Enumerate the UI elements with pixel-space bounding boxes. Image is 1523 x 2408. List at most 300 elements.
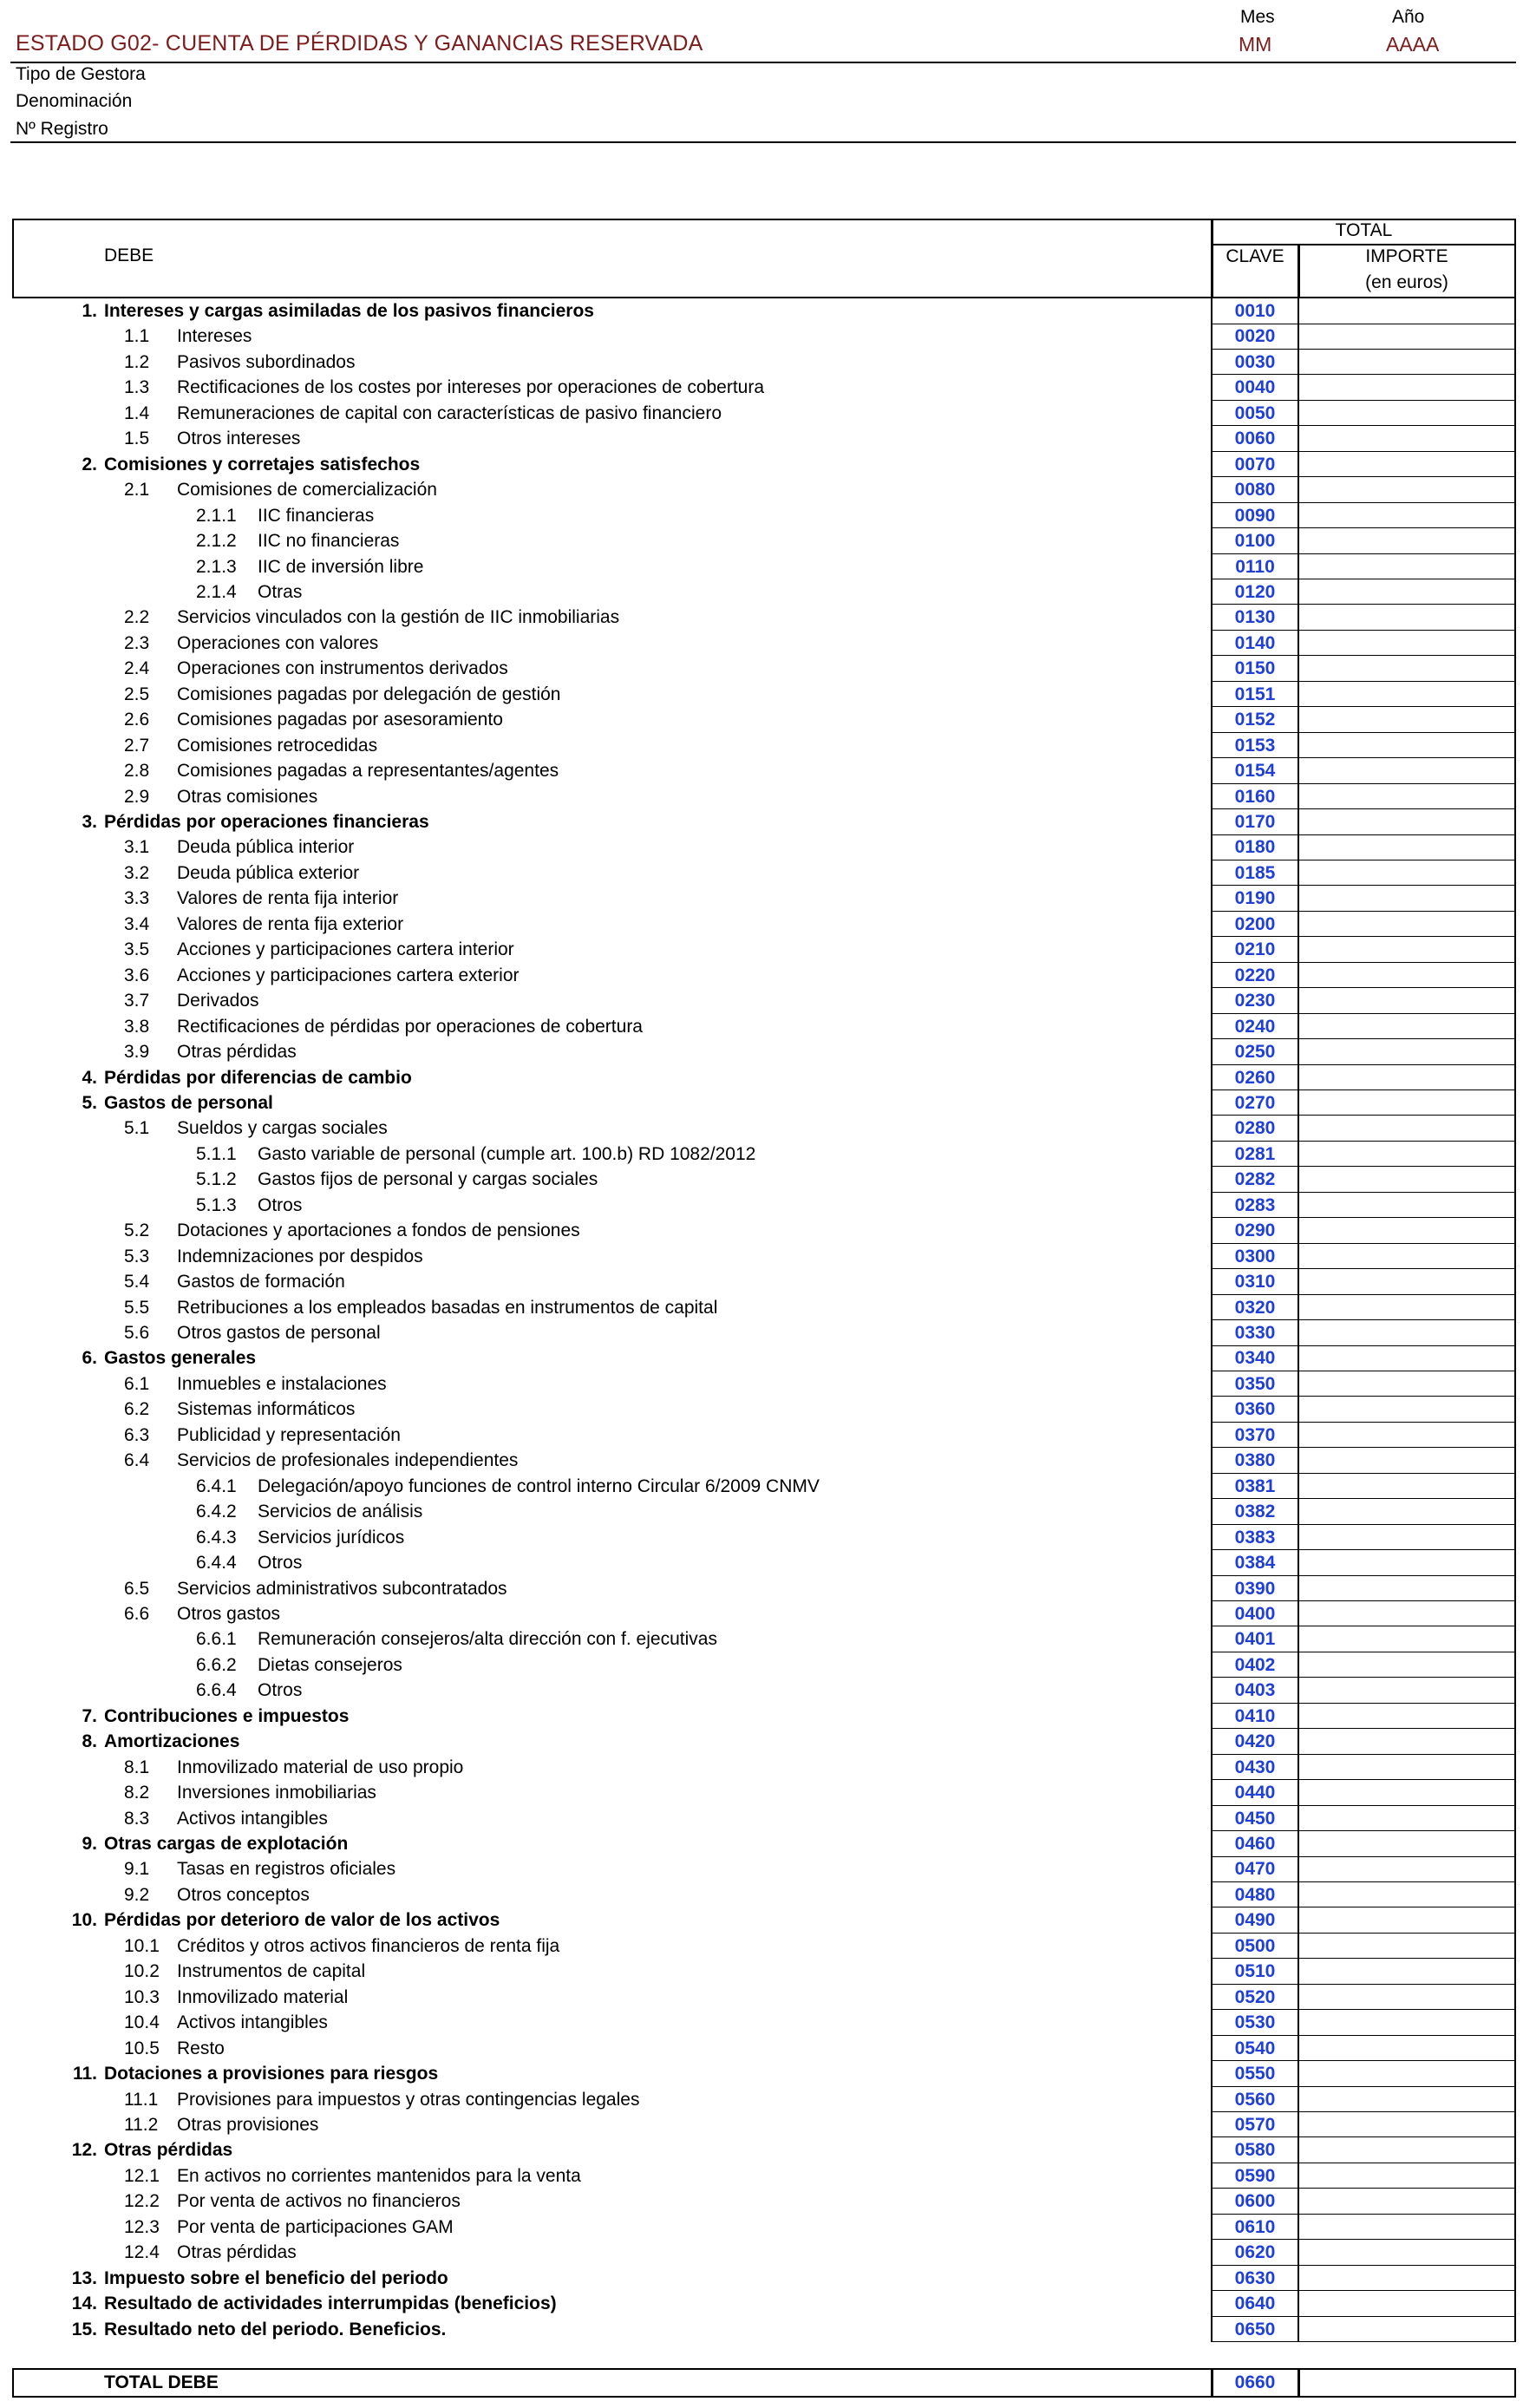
row-label: Por venta de participaciones GAM [177, 2216, 454, 2237]
row-number: 12.3 [124, 2216, 160, 2237]
row-label: Servicios de análisis [258, 1502, 423, 1522]
row-label: Otros [258, 1194, 303, 1215]
row-label: Comisiones pagadas a representantes/agentes [177, 761, 559, 782]
importe-input[interactable] [1297, 1142, 1516, 1168]
importe-input[interactable] [1297, 2266, 1516, 2292]
table-row [0, 298, 1523, 324]
importe-input[interactable] [1297, 1269, 1516, 1295]
importe-input[interactable] [1297, 324, 1516, 350]
table-row [0, 1806, 1523, 1832]
row-clave: 0650 [1234, 2319, 1276, 2339]
importe-input[interactable] [1297, 477, 1516, 503]
table-row [0, 1014, 1523, 1040]
row-clave: 0260 [1234, 1067, 1276, 1088]
importe-input[interactable] [1297, 1116, 1516, 1142]
total-header: TOTAL [1335, 220, 1393, 240]
row-label: Intereses y cargas asimiladas de los pasivos financieros [104, 301, 594, 321]
row-number: 6. [82, 1348, 97, 1369]
table-row [0, 937, 1523, 963]
row-number: 6.4 [124, 1450, 150, 1471]
row-label: Otros intereses [177, 429, 301, 449]
row-clave: 0630 [1234, 2267, 1276, 2288]
anio-value[interactable]: AAAA [1386, 33, 1440, 56]
row-clave: 0310 [1234, 1272, 1276, 1292]
table-row [0, 477, 1523, 503]
importe-input[interactable] [1297, 656, 1516, 682]
table-row [0, 1193, 1523, 1219]
table-row [0, 1090, 1523, 1116]
table-row [0, 528, 1523, 554]
importe-input[interactable] [1297, 937, 1516, 963]
table-row [0, 1116, 1523, 1142]
row-number: 1.4 [124, 402, 150, 423]
row-label: Remuneraciones de capital con características de pasivo financiero [177, 402, 722, 423]
importe-input[interactable] [1297, 988, 1516, 1014]
table-row [0, 733, 1523, 759]
debe-header: DEBE [104, 245, 154, 265]
importe-input[interactable] [1297, 1626, 1516, 1652]
importe-input[interactable] [1297, 1065, 1516, 1091]
row-number: 2.3 [124, 632, 150, 653]
row-number: 11.1 [124, 2089, 159, 2110]
row-number: 3.5 [124, 939, 150, 960]
row-clave: 0600 [1234, 2191, 1276, 2212]
table-row [0, 1269, 1523, 1295]
row-number: 6.6.2 [196, 1654, 237, 1675]
row-clave: 0281 [1234, 1143, 1276, 1164]
row-label: Gastos de formación [177, 1272, 345, 1292]
importe-input[interactable] [1297, 2010, 1516, 2036]
row-clave: 0610 [1234, 2216, 1276, 2237]
row-number: 5.6 [124, 1323, 150, 1343]
importe-input[interactable] [1297, 452, 1516, 478]
importe-input[interactable] [1297, 1780, 1516, 1806]
table-row [0, 1729, 1523, 1755]
row-label: Otras pérdidas [104, 2140, 233, 2161]
table-row [0, 1065, 1523, 1091]
row-number: 6.5 [124, 1578, 150, 1599]
row-number: 2.8 [124, 761, 150, 782]
row-label: Provisiones para impuestos y otras contingencias legales [177, 2089, 640, 2110]
importe-input[interactable] [1297, 2291, 1516, 2317]
importe-input[interactable] [1297, 1039, 1516, 1065]
row-label: Dotaciones a provisiones para riesgos [104, 2064, 439, 2084]
table-row [0, 2137, 1523, 2163]
row-number: 6.4.2 [196, 1502, 237, 1522]
importe-input[interactable] [1297, 401, 1516, 427]
total-debe-label: TOTAL DEBE [104, 2372, 219, 2392]
importe-input[interactable] [1297, 1295, 1516, 1321]
row-number: 5.1.1 [196, 1143, 237, 1164]
importe-input[interactable] [1297, 886, 1516, 912]
table-row [0, 2061, 1523, 2087]
importe-input[interactable] [1297, 963, 1516, 989]
row-label: Comisiones pagadas por asesoramiento [177, 710, 503, 730]
anio-label: Año [1392, 7, 1425, 27]
row-label: Operaciones con valores [177, 632, 379, 653]
importe-input[interactable] [1297, 631, 1516, 657]
importe-input[interactable] [1297, 2163, 1516, 2189]
importe-input[interactable] [1297, 1397, 1516, 1423]
row-label: Gastos de personal [104, 1092, 273, 1113]
row-clave: 0450 [1234, 1808, 1276, 1829]
row-number: 6.6.4 [196, 1680, 237, 1701]
importe-input[interactable] [1297, 1652, 1516, 1678]
importe-input[interactable] [1297, 1320, 1516, 1346]
importe-input[interactable] [1297, 809, 1516, 835]
table-row [0, 784, 1523, 810]
row-number: 6.4.1 [196, 1476, 237, 1496]
table-row [0, 2087, 1523, 2113]
table-row [0, 2010, 1523, 2036]
row-clave: 0530 [1234, 2012, 1276, 2033]
table-row [0, 1652, 1523, 1678]
row-clave: 0220 [1234, 965, 1276, 985]
table-row [0, 912, 1523, 938]
importe-input[interactable] [1297, 503, 1516, 529]
row-clave: 0401 [1234, 1629, 1276, 1650]
mes-value[interactable]: MM [1239, 33, 1272, 56]
row-clave: 0160 [1234, 786, 1276, 807]
row-number: 12.4 [124, 2242, 160, 2263]
row-clave: 0050 [1234, 402, 1276, 423]
row-clave: 0230 [1234, 991, 1276, 1011]
importe-input[interactable] [1297, 1244, 1516, 1270]
table-row [0, 350, 1523, 376]
row-label: Remuneración consejeros/alta dirección con f. ejecutivas [258, 1629, 717, 1650]
table-row [0, 1856, 1523, 1882]
row-label: Dotaciones y aportaciones a fondos de pensiones [177, 1220, 580, 1241]
row-number: 3.6 [124, 965, 150, 985]
importe-input[interactable] [1297, 2317, 1516, 2343]
table-row [0, 426, 1523, 452]
importe-input[interactable] [1297, 1934, 1516, 1960]
importe-input[interactable] [1297, 2137, 1516, 2163]
table-row [0, 1882, 1523, 1908]
row-number: 3.2 [124, 862, 150, 883]
table-row [0, 1499, 1523, 1525]
row-label: Derivados [177, 991, 259, 1011]
row-clave: 0350 [1234, 1373, 1276, 1394]
row-number: 10.5 [124, 2038, 160, 2058]
table-row [0, 1244, 1523, 1270]
row-number: 2.1.3 [196, 556, 237, 577]
row-label: Otros [258, 1553, 303, 1574]
importe-input[interactable] [1297, 1729, 1516, 1755]
importe-input[interactable] [1297, 834, 1516, 860]
row-number: 10.1 [124, 1935, 160, 1956]
row-label: Por venta de activos no financieros [177, 2191, 461, 2212]
row-label: Inmuebles e instalaciones [177, 1373, 387, 1394]
importe-input[interactable] [1297, 1959, 1516, 1985]
importe-input[interactable] [1297, 1882, 1516, 1908]
importe-input[interactable] [1297, 1985, 1516, 2011]
importe-input[interactable] [1297, 298, 1516, 324]
row-label: Acciones y participaciones cartera exterior [177, 965, 520, 985]
row-clave: 0580 [1234, 2140, 1276, 2161]
row-number: 2.4 [124, 658, 150, 679]
table-row [0, 809, 1523, 835]
importe-input[interactable] [1297, 733, 1516, 759]
table-row [0, 579, 1523, 605]
row-clave: 0270 [1234, 1092, 1276, 1113]
row-label: Acciones y participaciones cartera interior [177, 939, 514, 960]
row-label: Resultado de actividades interrumpidas (beneficios) [104, 2293, 557, 2314]
row-number: 3.4 [124, 913, 150, 934]
table-row [0, 963, 1523, 989]
row-label: Valores de renta fija exterior [177, 913, 404, 934]
row-clave: 0384 [1234, 1553, 1276, 1574]
importe-input[interactable] [1297, 2061, 1516, 2087]
row-number: 7. [82, 1705, 97, 1726]
row-clave: 0090 [1234, 505, 1276, 526]
importe-input[interactable] [1297, 1678, 1516, 1704]
row-number: 6.4.4 [196, 1553, 237, 1574]
importe-input[interactable] [1297, 1193, 1516, 1219]
table-row [0, 1039, 1523, 1065]
row-label: Comisiones pagadas por delegación de gestión [177, 684, 561, 704]
importe-input[interactable] [1297, 1755, 1516, 1781]
importe-input[interactable] [1297, 1090, 1516, 1116]
table-row [0, 1550, 1523, 1576]
importe-input[interactable] [1297, 1576, 1516, 1602]
row-clave: 0640 [1234, 2293, 1276, 2314]
row-number: 2.2 [124, 607, 150, 628]
table-row [0, 1371, 1523, 1397]
importe-input[interactable] [1297, 1423, 1516, 1449]
importe-input[interactable] [1297, 1371, 1516, 1397]
row-label: Otros gastos [177, 1603, 281, 1624]
importe-input[interactable] [1297, 912, 1516, 938]
importe-input[interactable] [1297, 1907, 1516, 1934]
importe-input[interactable] [1297, 1474, 1516, 1500]
row-label: Pasivos subordinados [177, 351, 356, 372]
table-row [0, 1423, 1523, 1449]
importe-input[interactable] [1297, 2189, 1516, 2215]
importe-input[interactable] [1297, 1167, 1516, 1193]
row-number: 3.8 [124, 1016, 150, 1037]
row-label: Resultado neto del periodo. Beneficios. [104, 2319, 447, 2339]
importe-input[interactable] [1297, 350, 1516, 376]
importe-input[interactable] [1297, 528, 1516, 554]
row-clave: 0283 [1234, 1194, 1276, 1215]
row-clave: 0010 [1234, 301, 1276, 321]
row-number: 11.2 [124, 2114, 159, 2135]
importe-input[interactable] [1297, 579, 1516, 605]
row-number: 2.1 [124, 480, 150, 501]
importe-input[interactable] [1297, 1014, 1516, 1040]
importe-input[interactable] [1297, 375, 1516, 401]
table-row [0, 452, 1523, 478]
importe-input[interactable] [1297, 2240, 1516, 2266]
table-row [0, 1704, 1523, 1730]
total-debe-clave: 0660 [1234, 2372, 1276, 2392]
row-number: 12.2 [124, 2191, 160, 2212]
row-clave: 0070 [1234, 454, 1276, 474]
importe-input[interactable] [1297, 2215, 1516, 2241]
row-clave: 0420 [1234, 1731, 1276, 1752]
row-label: Rectificaciones de los costes por intereses por operaciones de cobertura [177, 377, 765, 398]
row-clave: 0100 [1234, 531, 1276, 552]
row-number: 2.9 [124, 786, 150, 807]
importe-input[interactable] [1297, 2036, 1516, 2062]
table-row [0, 1397, 1523, 1423]
importe-input[interactable] [1297, 1448, 1516, 1474]
importe-input[interactable] [1297, 605, 1516, 631]
row-label: Otros conceptos [177, 1884, 310, 1905]
importe-input[interactable] [1297, 1345, 1516, 1371]
row-label: Retribuciones a los empleados basadas en instrumentos de capital [177, 1297, 718, 1318]
row-number: 8.1 [124, 1757, 150, 1777]
row-clave: 0400 [1234, 1603, 1276, 1624]
row-number: 11. [72, 2064, 97, 2084]
importe-input[interactable] [1297, 1550, 1516, 1576]
table-row [0, 1320, 1523, 1346]
row-clave: 0382 [1234, 1502, 1276, 1522]
importe-input[interactable] [1297, 426, 1516, 452]
row-number: 13. [71, 2267, 97, 2288]
row-number: 6.6 [124, 1603, 150, 1624]
importe-input[interactable] [1297, 1499, 1516, 1525]
row-label: Servicios administrativos subcontratados [177, 1578, 507, 1599]
table-row [0, 1985, 1523, 2011]
header-rule-top [10, 62, 1516, 63]
row-clave: 0550 [1234, 2064, 1276, 2084]
row-number: 9.2 [124, 1884, 150, 1905]
table-row [0, 2189, 1523, 2215]
row-number: 9. [82, 1834, 97, 1854]
row-number: 1.5 [124, 429, 150, 449]
page-title: ESTADO G02- CUENTA DE PÉRDIDAS Y GANANCIAS RESERVADA [16, 31, 703, 56]
row-number: 3.7 [124, 991, 150, 1011]
table-row [0, 1907, 1523, 1934]
row-clave: 0403 [1234, 1680, 1276, 1701]
importe-input[interactable] [1297, 2112, 1516, 2138]
importe-input[interactable] [1297, 1831, 1516, 1857]
row-label: Publicidad y representación [177, 1424, 401, 1445]
row-label: Otras pérdidas [177, 2242, 297, 2263]
row-clave: 0080 [1234, 480, 1276, 501]
row-label: Dietas consejeros [258, 1654, 402, 1675]
table-row [0, 886, 1523, 912]
row-number: 1.2 [124, 351, 150, 372]
row-clave: 0240 [1234, 1016, 1276, 1037]
row-clave: 0020 [1234, 326, 1276, 347]
row-label: Inmovilizado material de uso propio [177, 1757, 464, 1777]
row-clave: 0300 [1234, 1246, 1276, 1266]
importe-input[interactable] [1297, 1856, 1516, 1882]
row-label: Gasto variable de personal (cumple art. 100.b) RD 1082/2012 [258, 1143, 756, 1164]
row-clave: 0180 [1234, 837, 1276, 858]
table-row [0, 834, 1523, 860]
table-row [0, 631, 1523, 657]
importe-input[interactable] [1297, 682, 1516, 708]
row-clave: 0280 [1234, 1118, 1276, 1139]
importe-input[interactable] [1297, 707, 1516, 733]
row-clave: 0290 [1234, 1220, 1276, 1241]
row-clave: 0060 [1234, 429, 1276, 449]
table-row [0, 1142, 1523, 1168]
table-row [0, 758, 1523, 784]
table-row [0, 1448, 1523, 1474]
row-clave: 0040 [1234, 377, 1276, 398]
clave-header: CLAVE [1226, 246, 1284, 266]
table-row [0, 682, 1523, 708]
importe-input[interactable] [1297, 758, 1516, 784]
table-row [0, 605, 1523, 631]
row-label: IIC de inversión libre [258, 556, 424, 577]
table-row [0, 2317, 1523, 2343]
row-clave: 0185 [1234, 862, 1276, 883]
row-number: 6.3 [124, 1424, 150, 1445]
row-clave: 0140 [1234, 632, 1276, 653]
row-label: Contribuciones e impuestos [104, 1705, 350, 1726]
denominacion-label: Denominación [16, 91, 133, 111]
importe-input[interactable] [1297, 860, 1516, 887]
row-clave: 0150 [1234, 658, 1276, 679]
row-number: 8.2 [124, 1783, 150, 1803]
row-number: 12. [71, 2140, 97, 2161]
row-clave: 0381 [1234, 1476, 1276, 1496]
row-label: Activos intangibles [177, 1808, 328, 1829]
row-label: En activos no corrientes mantenidos para la venta [177, 2165, 581, 2186]
row-label: Servicios de profesionales independientes [177, 1450, 519, 1471]
total-debe-importe[interactable] [1300, 2370, 1514, 2396]
row-clave: 0570 [1234, 2114, 1276, 2135]
row-number: 4. [82, 1067, 97, 1088]
row-label: Inmovilizado material [177, 1986, 349, 2007]
table-row [0, 988, 1523, 1014]
row-clave: 0370 [1234, 1424, 1276, 1445]
importe-input[interactable] [1297, 2087, 1516, 2113]
row-label: Créditos y otros activos financieros de renta fija [177, 1935, 560, 1956]
row-label: Indemnizaciones por despidos [177, 1246, 423, 1266]
row-number: 14. [71, 2293, 97, 2314]
table-row [0, 1218, 1523, 1244]
row-number: 6.6.1 [196, 1629, 237, 1650]
importe-input[interactable] [1297, 1525, 1516, 1551]
row-label: Otros [258, 1680, 303, 1701]
row-label: Resto [177, 2038, 225, 2058]
row-clave: 0620 [1234, 2242, 1276, 2263]
row-clave: 0460 [1234, 1834, 1276, 1854]
row-label: Sistemas informáticos [177, 1399, 356, 1420]
row-number: 3.3 [124, 888, 150, 909]
importe-input[interactable] [1297, 554, 1516, 580]
tipo-gestora-label: Tipo de Gestora [16, 64, 146, 84]
row-number: 2.5 [124, 684, 150, 704]
table-row [0, 503, 1523, 529]
table-row [0, 1831, 1523, 1857]
importe-input[interactable] [1297, 1601, 1516, 1627]
row-number: 2.1.1 [196, 505, 237, 526]
importe-input[interactable] [1297, 784, 1516, 810]
importe-input[interactable] [1297, 1704, 1516, 1730]
row-label: Deuda pública interior [177, 837, 355, 858]
row-label: Inversiones inmobiliarias [177, 1783, 376, 1803]
row-label: Rectificaciones de pérdidas por operaciones de cobertura [177, 1016, 643, 1037]
row-number: 10.2 [124, 1961, 160, 1982]
table-row [0, 1601, 1523, 1627]
row-number: 2.1.2 [196, 531, 237, 552]
row-label: Otras [258, 581, 303, 602]
importe-input[interactable] [1297, 1218, 1516, 1244]
row-number: 6.2 [124, 1399, 150, 1420]
table-row [0, 1474, 1523, 1500]
importe-input[interactable] [1297, 1806, 1516, 1832]
row-number: 5. [82, 1092, 97, 1113]
table-row [0, 2112, 1523, 2138]
